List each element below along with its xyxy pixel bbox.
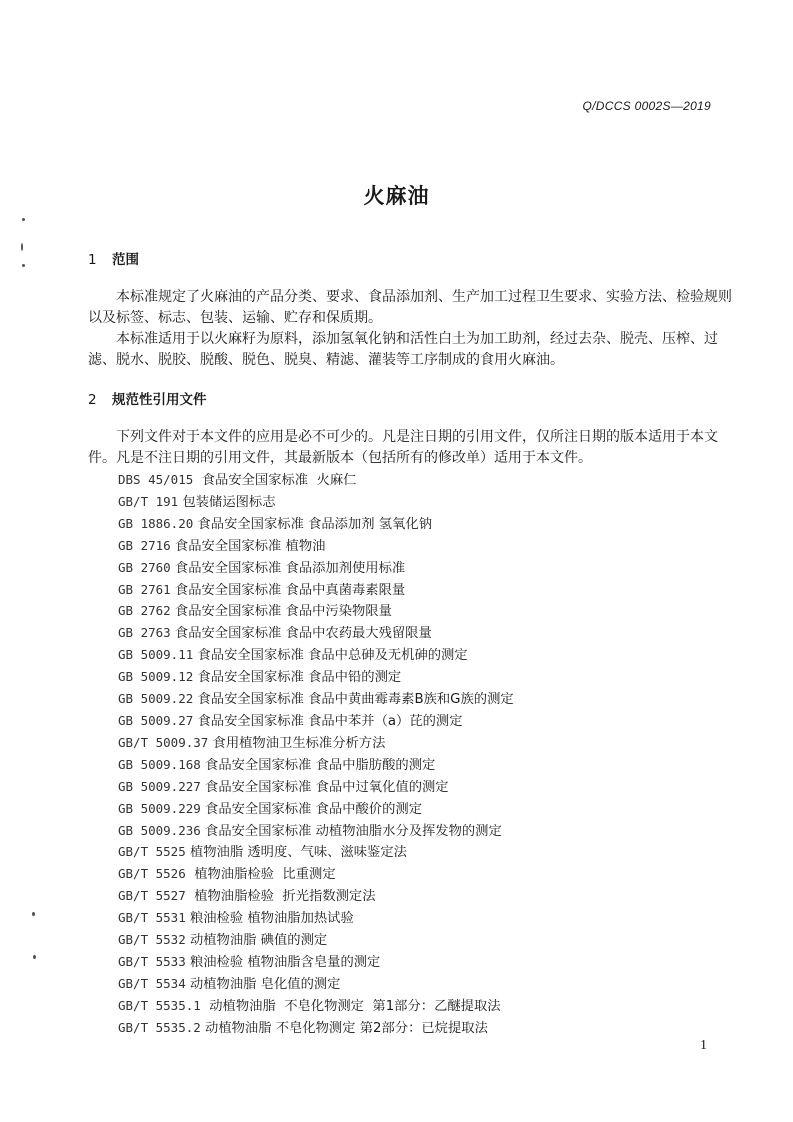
reference-code: GB 1886.20 [118,515,194,531]
reference-item [118,952,514,974]
reference-title: 食品安全国家标准 食品中酸价的测定 [200,801,422,817]
scan-speck [32,912,35,916]
scan-speck [22,264,25,267]
reference-item [118,821,514,843]
reference-code: GB 2762 [118,603,171,619]
section-number: 2 [88,392,97,408]
reference-title: 食品安全国家标准 食品中总砷及无机砷的测定 [193,648,468,664]
reference-title: 植物油脂检验 折光指数测定法 [185,889,376,905]
reference-code: GB 5009.12 [118,669,194,685]
reference-code: GB 2763 [118,625,171,641]
reference-code: GB/T 5526 [118,866,186,882]
reference-code: GB/T 5535.1 [118,997,201,1013]
reference-title: 动植物油脂 不皂化物测定 第1部分：乙醚提取法 [200,998,501,1014]
reference-title: 包装储运图标志 [178,494,276,510]
reference-item [118,930,514,952]
reference-title: 食品安全国家标准 食品中过氧化值的测定 [200,779,449,795]
reference-title: 植物油脂 透明度、气味、滋味鉴定法 [185,845,407,861]
reference-title: 动植物油脂 碘值的测定 [185,933,328,949]
reference-item [118,689,514,711]
section-2-heading [88,388,207,408]
scope-paragraph-2 [88,329,718,371]
reference-item [118,733,514,755]
reference-item [118,755,514,777]
reference-item [118,492,514,514]
text-line: 滤、脱水、脱胶、脱酸、脱色、脱臭、精滤、灌装等工序制成的食用火麻油。 [88,352,564,368]
reference-code: GB 5009.11 [118,647,194,663]
text-line: 件。凡是不注日期的引用文件，其最新版本（包括所有的修改单）适用于本文件。 [88,450,592,466]
reference-title: 植物油脂检验 比重测定 [185,867,336,883]
reference-code: GB 5009.27 [118,712,194,728]
reference-title: 动植物油脂 皂化值的测定 [185,976,341,992]
reference-code: GB/T 191 [118,493,179,509]
section-title: 范围 [112,252,139,268]
reference-item [118,558,514,580]
reference-item [118,514,514,536]
reference-item [118,886,514,908]
reference-title: 粮油检验 植物油脂含皂量的测定 [185,954,381,970]
text-line: 本标准规定了火麻油的产品分类、要求、食品添加剂、生产加工过程卫生要求、实验方法、检验规则 [116,289,732,305]
reference-item [118,996,514,1018]
reference-code: GB 2761 [118,581,171,597]
reference-item [118,667,514,689]
reference-item [118,601,514,623]
reference-title: 食用植物油卫生标准分析方法 [208,735,386,751]
reference-code: GB 2760 [118,559,171,575]
reference-list [118,470,514,1040]
reference-code: GB/T 5532 [118,932,186,948]
reference-title: 粮油检验 植物油脂加热试验 [185,911,354,927]
reference-code: GB 5009.229 [118,800,201,816]
reference-item [118,645,514,667]
reference-item [118,864,514,886]
text-line: 本标准适用于以火麻籽为原料，添加氢氧化钠和活性白土为加工助剂，经过去杂、脱壳、压榨、过 [116,331,718,347]
section-number: 1 [88,252,97,268]
reference-title: 食品安全国家标准 食品中农药最大残留限量 [170,626,432,642]
reference-title: 动植物油脂 不皂化物测定 第2部分：已烷提取法 [200,1020,488,1036]
reference-title: 食品安全国家标准 火麻仁 [193,473,357,488]
reference-code: GB 2716 [118,537,171,553]
reference-item [118,711,514,733]
reference-code: GB/T 5533 [118,953,186,969]
reference-code: GB/T 5009.37 [118,734,209,750]
reference-title: 食品安全国家标准 食品中黄曲霉毒素B族和G族的测定 [193,692,514,708]
reference-title: 食品安全国家标准 食品中苯并（a）芘的测定 [193,713,463,729]
scan-speck [33,955,36,959]
references-intro [88,427,718,469]
reference-item [118,842,514,864]
scan-speck [21,243,23,251]
document-title: 火麻油 [363,184,430,208]
reference-code: GB 5009.22 [118,691,194,707]
reference-item [118,1018,514,1040]
reference-code: GB/T 5535.2 [118,1019,201,1035]
reference-code: GB/T 5525 [118,844,186,860]
standard-code: Q/DCCS 0002S—2019 [582,99,711,113]
reference-code: DBS 45/015 [118,472,194,487]
reference-title: 食品安全国家标准 食品中真菌毒素限量 [170,582,406,598]
section-1-heading [88,248,139,268]
reference-title: 食品安全国家标准 食品添加剂使用标准 [170,560,406,576]
reference-item [118,777,514,799]
reference-item [118,908,514,930]
page-number: 1 [700,1038,707,1053]
text-line: 下列文件对于本文件的应用是必不可少的。凡是注日期的引用文件，仅所注日期的版本适用于本文 [116,429,718,445]
reference-code: GB/T 5527 [118,888,186,904]
reference-title: 食品安全国家标准 动植物油脂水分及挥发物的测定 [200,823,502,839]
reference-title: 食品安全国家标准 食品中铅的测定 [193,670,402,686]
reference-item [118,580,514,602]
reference-title: 食品安全国家标准 食品中污染物限量 [170,604,392,620]
reference-code: GB 5009.236 [118,822,201,838]
reference-code: GB 5009.168 [118,756,201,772]
scan-speck [22,218,25,221]
reference-code: GB 5009.227 [118,778,201,794]
reference-item [118,536,514,558]
scope-paragraph-1 [88,287,732,329]
reference-code: GB/T 5534 [118,975,186,991]
reference-item [118,799,514,821]
reference-code: GB/T 5531 [118,910,186,926]
section-title: 规范性引用文件 [112,392,207,408]
text-line: 以及标签、标志、包装、运输、贮存和保质期。 [88,310,382,326]
reference-title: 食品安全国家标准 食品添加剂 氢氧化钠 [193,516,432,532]
reference-item [118,974,514,996]
reference-item [118,470,514,492]
reference-item [118,623,514,645]
reference-title: 食品安全国家标准 植物油 [170,538,326,554]
reference-title: 食品安全国家标准 食品中脂肪酸的测定 [200,757,436,773]
